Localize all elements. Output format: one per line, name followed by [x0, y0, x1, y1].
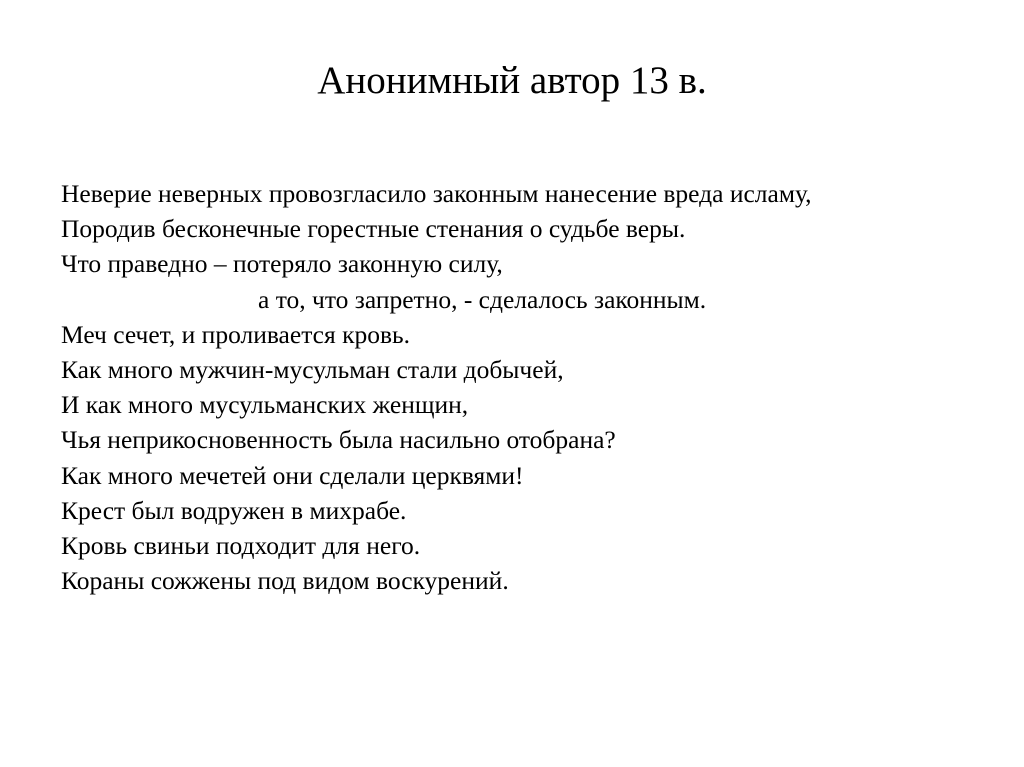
- poem-line: Кровь свиньи подходит для него.: [61, 531, 421, 561]
- poem-text: [61, 176, 1001, 598]
- poem-line: Чья неприкосновенность была насильно отобрана?: [61, 425, 616, 455]
- poem-line: Меч сечет, и проливается кровь.: [61, 319, 411, 349]
- poem-line: И как много мусульманских женщин,: [61, 390, 469, 420]
- poem-line: Неверие неверных провозгласило законным нанесение вреда исламу,: [61, 179, 812, 208]
- poem-line-indented: а то, что запретно, - сделалось законным.: [258, 284, 707, 314]
- poem-line: Породив бесконечные горестные стенания о судьбе веры.: [61, 214, 686, 244]
- poem-line: Как много мечетей они сделали церквями!: [61, 460, 524, 490]
- poem-line: Как много мужчин-мусульман стали добычей,: [61, 355, 564, 385]
- poem-line: Крест был водружен в михрабе.: [61, 495, 407, 525]
- poem-line: Кораны сожжены под видом воскурений.: [61, 566, 509, 596]
- poem-line: Что праведно – потеряло законную силу,: [61, 249, 503, 279]
- slide-title: Анонимный автор 13 в.: [317, 59, 707, 102]
